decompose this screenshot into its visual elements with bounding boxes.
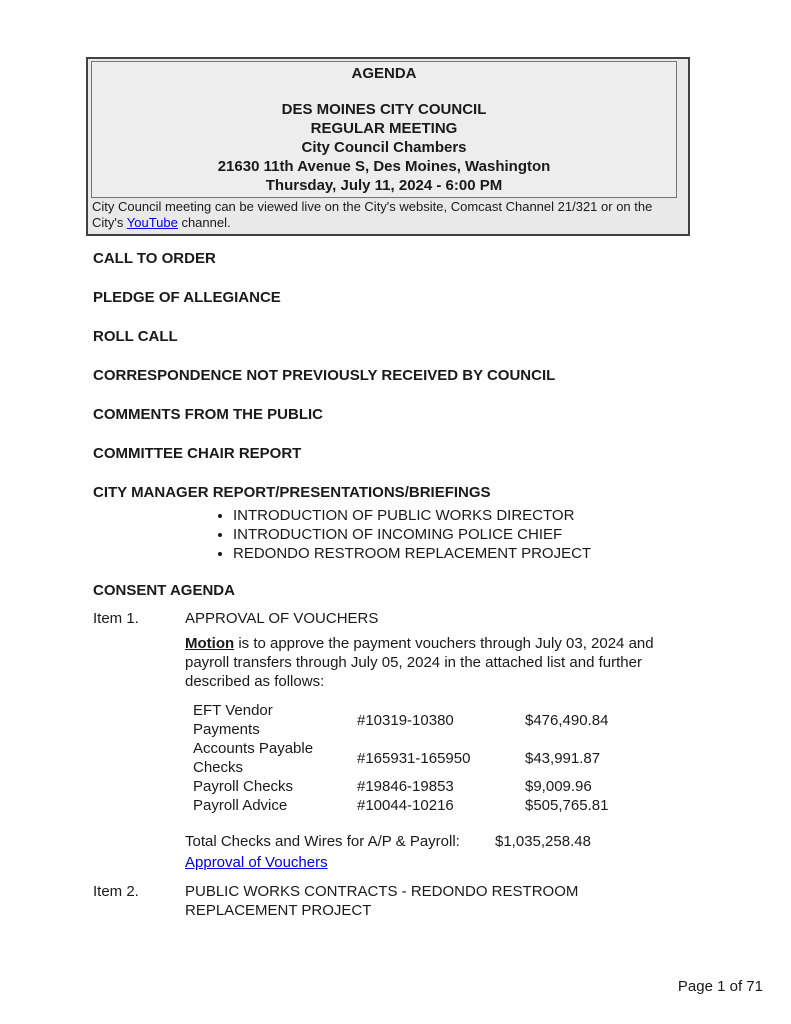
section-comments-public: COMMENTS FROM THE PUBLIC — [93, 406, 323, 423]
bullet-public-works-director: • INTRODUCTION OF PUBLIC WORKS DIRECTOR — [233, 506, 713, 525]
voucher-total-line — [185, 832, 713, 851]
voucher-amount: $476,490.84 — [525, 711, 609, 729]
viewing-notice-line1: City Council meeting can be viewed live on the City's website, Comcast Channel 21/321 or on the — [92, 199, 653, 214]
item-2-title-line1: PUBLIC WORKS CONTRACTS - REDONDO RESTROOM — [185, 883, 579, 900]
motion-line-1 — [185, 634, 713, 653]
city-manager-bullet-list — [93, 506, 713, 563]
youtube-link[interactable]: YouTube — [126, 215, 178, 230]
meeting-type: REGULAR MEETING — [310, 120, 458, 137]
motion-line-2: payroll transfers through July 05, 2024 in the attached list and further — [185, 654, 642, 671]
title-spacer — [92, 83, 676, 100]
agenda-item-1 — [93, 609, 713, 872]
agenda-body — [93, 249, 713, 920]
table-row — [193, 777, 608, 796]
council-name: DES MOINES CITY COUNCIL — [281, 101, 487, 118]
item-2-title-line2: REPLACEMENT PROJECT — [185, 902, 372, 919]
item-1-title: APPROVAL OF VOUCHERS — [185, 610, 379, 627]
viewing-notice — [88, 198, 688, 234]
section-committee-chair-report: COMMITTEE CHAIR REPORT — [93, 445, 302, 462]
bullet-incoming-police-chief: • INTRODUCTION OF INCOMING POLICE CHIEF — [233, 525, 713, 544]
voucher-range: #19846-19853 — [357, 778, 454, 795]
viewing-notice-line2-post: channel. — [177, 215, 231, 230]
voucher-range: #10319-10380 — [357, 711, 454, 729]
section-pledge-of-allegiance: PLEDGE OF ALLEGIANCE — [93, 289, 281, 306]
voucher-amount: $43,991.87 — [525, 749, 601, 767]
voucher-table — [193, 701, 608, 815]
voucher-label: Payroll Advice — [193, 797, 288, 814]
section-correspondence: CORRESPONDENCE NOT PREVIOUSLY RECEIVED BY COUNCIL — [93, 367, 556, 384]
voucher-total-amount: $1,035,258.48 — [495, 833, 591, 850]
voucher-label: Accounts Payable Checks — [193, 740, 314, 776]
agenda-header-box — [86, 57, 690, 236]
voucher-label: Payroll Checks — [193, 778, 294, 795]
voucher-range: #10044-10216 — [357, 797, 454, 814]
table-row — [193, 701, 608, 739]
meeting-location: City Council Chambers — [301, 139, 467, 156]
section-call-to-order: CALL TO ORDER — [93, 250, 216, 267]
viewing-notice-line2-pre: City's — [92, 215, 127, 230]
voucher-amount: $9,009.96 — [525, 778, 592, 795]
voucher-total-label: Total Checks and Wires for A/P & Payroll: — [185, 833, 460, 850]
voucher-range: #165931-165950 — [357, 749, 471, 767]
meeting-datetime: Thursday, July 11, 2024 - 6:00 PM — [265, 177, 503, 194]
bullet-redondo-restroom: • REDONDO RESTROOM REPLACEMENT PROJECT — [233, 544, 713, 563]
meeting-title-box — [91, 61, 677, 198]
table-row — [193, 796, 608, 815]
item-1-motion-text — [185, 634, 713, 691]
motion-line-3: described as follows: — [185, 673, 325, 690]
voucher-label: EFT Vendor Payments — [193, 702, 273, 738]
agenda-item-2 — [93, 882, 713, 920]
approval-of-vouchers-link[interactable]: Approval of Vouchers — [185, 854, 328, 871]
viewing-notice-line2 — [92, 215, 683, 231]
approval-of-vouchers-link-row — [185, 853, 713, 872]
agenda-title: AGENDA — [351, 65, 417, 82]
meeting-address: 21630 11th Avenue S, Des Moines, Washington — [217, 158, 551, 175]
motion-keyword: Motion — [185, 635, 235, 652]
voucher-amount: $505,765.81 — [525, 797, 609, 814]
section-roll-call: ROLL CALL — [93, 328, 178, 345]
item-1-number: Item 1. — [93, 610, 139, 627]
section-city-manager-report: CITY MANAGER REPORT/PRESENTATIONS/BRIEFINGS — [93, 484, 491, 501]
page-number: Page 1 of 71 — [677, 978, 763, 995]
section-consent-agenda: CONSENT AGENDA — [93, 582, 235, 599]
item-2-number: Item 2. — [93, 883, 139, 900]
motion-line-1-rest: is to approve the payment vouchers through July 03, 2024 and — [234, 635, 654, 652]
table-row — [193, 739, 608, 777]
